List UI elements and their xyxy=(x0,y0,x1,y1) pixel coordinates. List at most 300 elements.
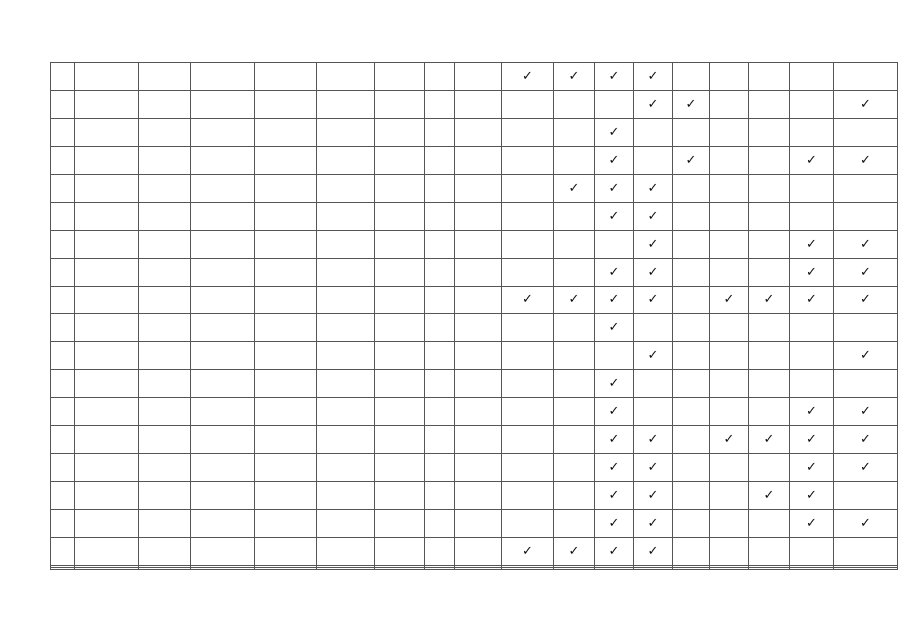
check-cell xyxy=(634,537,673,565)
check-cell xyxy=(554,342,595,370)
check-cell xyxy=(673,202,710,230)
check-cell xyxy=(595,370,634,398)
table-cell xyxy=(191,454,255,482)
check-cell xyxy=(749,567,790,569)
check-cell xyxy=(634,482,673,510)
table-cell xyxy=(375,258,425,286)
table-cell xyxy=(139,398,191,426)
table-cell xyxy=(317,174,375,202)
table-cell xyxy=(51,286,75,314)
table-cell xyxy=(375,426,425,454)
table-cell xyxy=(455,370,502,398)
checkmark-icon: ✓ xyxy=(860,236,871,252)
check-cell xyxy=(834,537,898,565)
check-cell xyxy=(502,537,554,565)
table-row xyxy=(51,537,898,565)
check-cell xyxy=(634,202,673,230)
check-cell xyxy=(634,454,673,482)
check-cell xyxy=(790,90,834,118)
table-cell xyxy=(191,567,255,569)
check-cell xyxy=(554,202,595,230)
checkmark-icon: ✓ xyxy=(647,432,659,448)
table-cell xyxy=(317,63,375,91)
check-cell xyxy=(710,482,749,510)
table-cell xyxy=(191,146,255,174)
table-cell xyxy=(139,286,191,314)
check-cell xyxy=(502,510,554,538)
table-cell xyxy=(75,342,139,370)
table-cell xyxy=(425,118,455,146)
table-cell xyxy=(75,314,139,342)
checkmark-icon: ✓ xyxy=(860,404,871,420)
page-footer xyxy=(410,594,500,602)
table-cell xyxy=(139,258,191,286)
table-cell xyxy=(75,482,139,510)
checkmark-icon: ✓ xyxy=(763,488,775,504)
table-cell xyxy=(255,230,317,258)
check-cell xyxy=(595,63,634,91)
check-cell xyxy=(790,202,834,230)
table-cell xyxy=(51,426,75,454)
table-cell xyxy=(75,63,139,91)
table-cell xyxy=(139,63,191,91)
table-row xyxy=(51,286,898,314)
table-cell xyxy=(455,174,502,202)
table-cell xyxy=(455,286,502,314)
check-cell xyxy=(834,370,898,398)
check-cell xyxy=(502,90,554,118)
check-cell xyxy=(749,510,790,538)
checkmark-icon: ✓ xyxy=(685,152,697,168)
checkmark-icon: ✓ xyxy=(647,348,659,364)
check-cell xyxy=(710,510,749,538)
table-cell xyxy=(317,370,375,398)
check-cell xyxy=(554,230,595,258)
table-cell xyxy=(191,202,255,230)
table-cell xyxy=(255,537,317,565)
table-cell xyxy=(191,90,255,118)
table-cell xyxy=(425,174,455,202)
table-cell xyxy=(139,90,191,118)
check-cell xyxy=(834,118,898,146)
table-cell xyxy=(191,426,255,454)
check-cell xyxy=(749,202,790,230)
table-cell xyxy=(75,454,139,482)
table-cell xyxy=(255,370,317,398)
checkmark-icon: ✓ xyxy=(608,264,620,280)
table-cell xyxy=(255,90,317,118)
table-cell xyxy=(51,230,75,258)
checkmark-icon: ✓ xyxy=(806,515,817,531)
table-cell xyxy=(75,567,139,569)
check-cell xyxy=(595,454,634,482)
check-cell xyxy=(634,567,673,569)
table-row xyxy=(51,63,898,91)
check-cell xyxy=(710,426,749,454)
check-cell xyxy=(595,286,634,314)
table-row xyxy=(51,314,898,342)
table-cell xyxy=(51,258,75,286)
check-cell xyxy=(634,286,673,314)
check-cell xyxy=(749,286,790,314)
check-cell xyxy=(749,258,790,286)
check-cell xyxy=(749,146,790,174)
table-cell xyxy=(75,118,139,146)
table-cell xyxy=(375,342,425,370)
table-cell xyxy=(191,230,255,258)
checkmark-icon: ✓ xyxy=(608,404,620,420)
table-cell xyxy=(375,63,425,91)
check-cell xyxy=(673,370,710,398)
table-cell xyxy=(375,454,425,482)
table-cell xyxy=(51,537,75,565)
table-cell xyxy=(139,537,191,565)
check-cell xyxy=(790,174,834,202)
check-cell xyxy=(749,537,790,565)
checkmark-icon: ✓ xyxy=(860,152,871,168)
table-cell xyxy=(255,454,317,482)
check-cell xyxy=(834,510,898,538)
table-row xyxy=(51,174,898,202)
table-cell xyxy=(425,454,455,482)
checkmark-icon: ✓ xyxy=(608,376,620,392)
table-cell xyxy=(455,342,502,370)
table-row xyxy=(51,146,898,174)
table-cell xyxy=(455,118,502,146)
table-cell xyxy=(139,510,191,538)
check-cell xyxy=(673,510,710,538)
check-cell xyxy=(749,230,790,258)
check-cell xyxy=(834,90,898,118)
table-cell xyxy=(425,510,455,538)
check-cell xyxy=(673,398,710,426)
table-cell xyxy=(455,426,502,454)
check-cell xyxy=(554,454,595,482)
table-cell xyxy=(255,342,317,370)
check-cell xyxy=(634,314,673,342)
table-cell xyxy=(317,258,375,286)
table-cell xyxy=(139,342,191,370)
check-cell xyxy=(673,63,710,91)
checkmark-icon: ✓ xyxy=(647,488,659,504)
table-cell xyxy=(75,398,139,426)
check-cell xyxy=(749,342,790,370)
table-cell xyxy=(375,370,425,398)
table-cell xyxy=(375,146,425,174)
table-cell xyxy=(51,370,75,398)
table-cell xyxy=(425,567,455,569)
check-cell xyxy=(834,482,898,510)
checkmark-icon: ✓ xyxy=(568,292,580,308)
table-cell xyxy=(51,398,75,426)
table-cell xyxy=(425,258,455,286)
table-cell xyxy=(51,314,75,342)
table-cell xyxy=(255,510,317,538)
table-cell xyxy=(317,567,375,569)
table-cell xyxy=(255,314,317,342)
checkmark-icon: ✓ xyxy=(608,460,620,476)
table-cell xyxy=(455,510,502,538)
building-register-table xyxy=(50,62,898,570)
checkmark-icon: ✓ xyxy=(723,292,735,308)
check-cell xyxy=(634,146,673,174)
check-cell xyxy=(710,63,749,91)
checkmark-icon: ✓ xyxy=(860,264,871,280)
table-cell xyxy=(317,230,375,258)
check-cell xyxy=(554,118,595,146)
check-cell xyxy=(634,370,673,398)
table-cell xyxy=(51,63,75,91)
table-cell xyxy=(425,63,455,91)
check-cell xyxy=(673,90,710,118)
table-cell xyxy=(317,202,375,230)
checkmark-icon: ✓ xyxy=(608,320,620,336)
check-cell xyxy=(634,118,673,146)
table-cell xyxy=(191,370,255,398)
check-cell xyxy=(834,426,898,454)
checkmark-icon: ✓ xyxy=(608,152,620,168)
check-cell xyxy=(834,567,898,569)
check-cell xyxy=(595,510,634,538)
check-cell xyxy=(710,230,749,258)
check-cell xyxy=(673,537,710,565)
check-cell xyxy=(710,90,749,118)
check-cell xyxy=(673,286,710,314)
table-cell xyxy=(75,510,139,538)
table-cell xyxy=(425,342,455,370)
table-cell xyxy=(191,258,255,286)
table-cell xyxy=(139,567,191,569)
check-cell xyxy=(595,482,634,510)
checkmark-icon: ✓ xyxy=(608,543,620,559)
table-cell xyxy=(375,482,425,510)
table-cell xyxy=(317,146,375,174)
table-cell xyxy=(255,426,317,454)
table-cell xyxy=(75,202,139,230)
table-cell xyxy=(375,398,425,426)
table-cell xyxy=(51,454,75,482)
table-cell xyxy=(255,146,317,174)
check-cell xyxy=(673,174,710,202)
table-cell xyxy=(455,398,502,426)
table-cell xyxy=(75,258,139,286)
check-cell xyxy=(595,202,634,230)
table-cell xyxy=(317,537,375,565)
table-cell xyxy=(455,482,502,510)
checkmark-icon: ✓ xyxy=(806,292,817,308)
check-cell xyxy=(502,426,554,454)
check-cell xyxy=(710,537,749,565)
check-cell xyxy=(634,426,673,454)
checkmark-icon: ✓ xyxy=(685,96,697,112)
check-cell xyxy=(502,286,554,314)
check-cell xyxy=(554,63,595,91)
table-cell xyxy=(317,482,375,510)
checkmark-icon: ✓ xyxy=(647,515,659,531)
table-cell xyxy=(425,314,455,342)
check-cell xyxy=(554,90,595,118)
table-cell xyxy=(191,174,255,202)
table-body xyxy=(51,63,898,570)
table-cell xyxy=(455,454,502,482)
table-row xyxy=(51,567,898,569)
check-cell xyxy=(790,314,834,342)
table-cell xyxy=(375,537,425,565)
checkmark-icon: ✓ xyxy=(806,488,817,504)
table-row xyxy=(51,398,898,426)
table-cell xyxy=(191,510,255,538)
checkmark-icon: ✓ xyxy=(608,488,620,504)
checkmark-icon: ✓ xyxy=(806,460,817,476)
check-cell xyxy=(502,174,554,202)
check-cell xyxy=(595,537,634,565)
table-cell xyxy=(75,370,139,398)
checkmark-icon: ✓ xyxy=(860,292,871,308)
table-cell xyxy=(139,314,191,342)
checkmark-icon: ✓ xyxy=(806,432,817,448)
table-row xyxy=(51,510,898,538)
table-cell xyxy=(317,286,375,314)
check-cell xyxy=(502,482,554,510)
table-cell xyxy=(375,567,425,569)
check-cell xyxy=(710,370,749,398)
check-cell xyxy=(834,202,898,230)
checkmark-icon: ✓ xyxy=(647,96,659,112)
check-cell xyxy=(834,258,898,286)
check-cell xyxy=(710,146,749,174)
table-cell xyxy=(75,90,139,118)
table-row xyxy=(51,426,898,454)
table-cell xyxy=(425,286,455,314)
checkmark-icon: ✓ xyxy=(647,68,659,84)
check-cell xyxy=(790,258,834,286)
checkmark-icon: ✓ xyxy=(647,460,659,476)
checkmark-icon: ✓ xyxy=(608,68,620,84)
table-cell xyxy=(317,342,375,370)
table-cell xyxy=(425,426,455,454)
table-cell xyxy=(191,63,255,91)
check-cell xyxy=(790,63,834,91)
checkmark-icon: ✓ xyxy=(608,124,620,140)
table-cell xyxy=(51,118,75,146)
check-cell xyxy=(710,286,749,314)
check-cell xyxy=(634,230,673,258)
check-cell xyxy=(790,146,834,174)
check-cell xyxy=(502,567,554,569)
check-cell xyxy=(790,286,834,314)
checkmark-icon: ✓ xyxy=(568,180,580,196)
check-cell xyxy=(502,118,554,146)
check-cell xyxy=(673,454,710,482)
table-cell xyxy=(139,174,191,202)
check-cell xyxy=(673,118,710,146)
checkmark-icon: ✓ xyxy=(608,180,620,196)
check-cell xyxy=(710,174,749,202)
table-cell xyxy=(425,537,455,565)
check-cell xyxy=(634,174,673,202)
table-cell xyxy=(51,174,75,202)
check-cell xyxy=(710,118,749,146)
table-cell xyxy=(75,174,139,202)
check-cell xyxy=(834,230,898,258)
table-row xyxy=(51,118,898,146)
table-cell xyxy=(255,202,317,230)
check-cell xyxy=(554,537,595,565)
check-cell xyxy=(710,258,749,286)
checkmark-icon: ✓ xyxy=(860,348,871,364)
table-row xyxy=(51,342,898,370)
check-cell xyxy=(834,454,898,482)
checkmark-icon: ✓ xyxy=(647,236,659,252)
checkmark-icon: ✓ xyxy=(860,460,871,476)
check-cell xyxy=(502,258,554,286)
table-cell xyxy=(255,63,317,91)
check-cell xyxy=(834,63,898,91)
table-cell xyxy=(375,230,425,258)
check-cell xyxy=(790,342,834,370)
table-row xyxy=(51,370,898,398)
check-cell xyxy=(595,398,634,426)
table-row xyxy=(51,90,898,118)
table-cell xyxy=(255,482,317,510)
check-cell xyxy=(749,118,790,146)
check-cell xyxy=(634,342,673,370)
check-cell xyxy=(790,510,834,538)
table-cell xyxy=(317,118,375,146)
check-cell xyxy=(790,398,834,426)
check-cell xyxy=(749,426,790,454)
check-cell xyxy=(595,258,634,286)
table-cell xyxy=(139,146,191,174)
table-cell xyxy=(455,230,502,258)
checkmark-icon: ✓ xyxy=(608,292,620,308)
table-cell xyxy=(375,314,425,342)
check-cell xyxy=(834,146,898,174)
check-cell xyxy=(710,454,749,482)
table-cell xyxy=(51,567,75,569)
check-cell xyxy=(790,118,834,146)
table-row xyxy=(51,454,898,482)
table-cell xyxy=(455,258,502,286)
table-cell xyxy=(75,537,139,565)
table-cell xyxy=(75,426,139,454)
check-cell xyxy=(595,230,634,258)
table-cell xyxy=(317,454,375,482)
table-cell xyxy=(375,202,425,230)
check-cell xyxy=(502,63,554,91)
check-cell xyxy=(502,398,554,426)
checkmark-icon: ✓ xyxy=(806,404,817,420)
table-cell xyxy=(51,342,75,370)
table-cell xyxy=(317,90,375,118)
check-cell xyxy=(595,567,634,569)
checkmark-icon: ✓ xyxy=(860,96,871,112)
table-cell xyxy=(425,398,455,426)
table-cell xyxy=(255,174,317,202)
check-cell xyxy=(554,398,595,426)
check-cell xyxy=(673,230,710,258)
checkmark-icon: ✓ xyxy=(647,292,659,308)
check-cell xyxy=(554,482,595,510)
table-cell xyxy=(425,146,455,174)
check-cell xyxy=(673,567,710,569)
check-cell xyxy=(595,342,634,370)
table-row xyxy=(51,230,898,258)
checkmark-icon: ✓ xyxy=(522,543,533,559)
check-cell xyxy=(749,398,790,426)
table-cell xyxy=(425,202,455,230)
check-cell xyxy=(595,314,634,342)
